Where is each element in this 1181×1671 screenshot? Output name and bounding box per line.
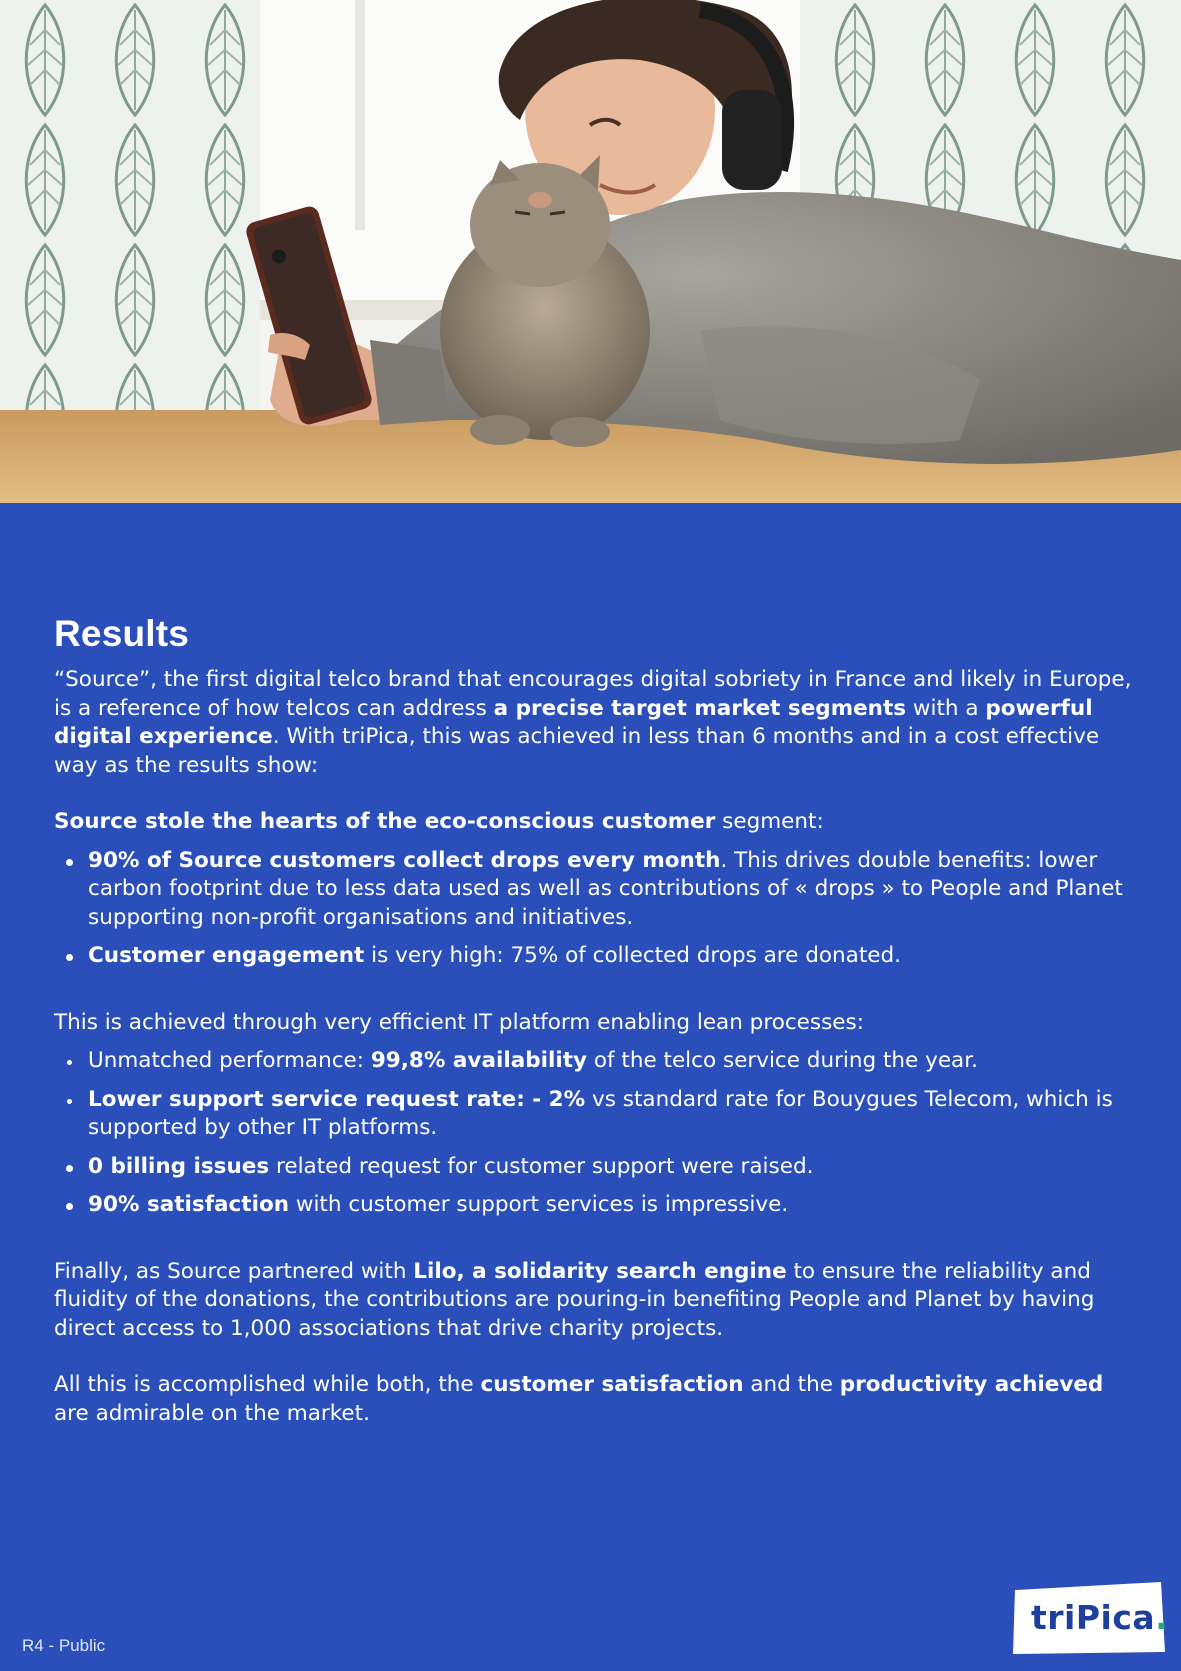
closing-bold-1: customer satisfaction <box>480 1372 744 1397</box>
photo-woman-cat-phone-icon <box>0 0 1181 503</box>
list-item-bold: 99,8% availability <box>370 1048 587 1073</box>
closing-paragraph <box>54 1371 1134 1428</box>
intro-text-1: “Source”, the first digital telco brand that encourages digital sobriety in France and likely in Europe, is a reference of how telcos can address <box>54 667 1132 721</box>
list-item-text: is very high: 75% of collected drops are donated. <box>364 943 901 968</box>
hearts-list <box>54 847 1134 971</box>
intro-bold-2: powerful digital experience <box>54 695 1093 749</box>
page-title: Results <box>54 613 190 654</box>
closing-text-2: and the <box>743 1372 840 1397</box>
closing-bold-2: productivity achieved <box>839 1372 1104 1397</box>
tripica-logo <box>1011 1580 1167 1656</box>
list-item-bold: Customer engagement <box>88 943 365 968</box>
closing-text-1: All this is accomplished while both, the <box>54 1372 481 1397</box>
list-item-bold: Lower support service request rate: - 2% <box>88 1086 586 1112</box>
platform-list <box>54 1047 1134 1220</box>
lilo-text-2: to ensure the reliability and fluidity of the donations, the contributions are pouring-in benefiting People and Planet by having direct access to 1,000 associations that drive charity projects. <box>54 1258 1095 1341</box>
hearts-text: segment: <box>715 809 824 834</box>
lilo-paragraph <box>54 1258 1134 1344</box>
list-item <box>54 1047 1134 1076</box>
list-item <box>54 1191 1134 1220</box>
list-item <box>54 847 1134 933</box>
logo-wordmark <box>1031 1598 1168 1637</box>
list-item-text: Unmatched performance: <box>88 1048 371 1073</box>
results-section <box>54 612 1134 1428</box>
hero-photo <box>0 0 1181 503</box>
list-item-text: . This drives double benefits: lower carbon footprint due to less data used as well as contributions of « drops » to People and Planet supporting non-profit organisations and initiatives. <box>88 847 1123 930</box>
platform-intro: This is achieved through very efficient IT platform enabling lean processes: <box>54 1009 864 1035</box>
hearts-heading <box>54 808 1134 837</box>
intro-text-2: with a <box>906 695 986 721</box>
list-item-text: related request for customer support were raised. <box>269 1153 814 1179</box>
lilo-text-1: Finally, as Source partnered with <box>54 1258 414 1284</box>
list-item <box>54 942 1134 971</box>
list-item-text: of the telco service during the year. <box>587 1048 978 1073</box>
intro-paragraph <box>54 666 1134 780</box>
list-item-bold: 90% of Source customers collect drops every month <box>88 847 721 873</box>
list-item-text: with customer support services is impressive. <box>289 1192 789 1217</box>
intro-bold-1: a precise target market segments <box>493 695 907 721</box>
list-item <box>54 1086 1134 1143</box>
list-item-bold: 0 billing issues <box>88 1153 270 1179</box>
bullet-icon <box>67 1060 72 1065</box>
lilo-bold: Lilo, a solidarity search engine <box>413 1258 787 1284</box>
bullet-icon <box>66 954 73 961</box>
bullet-icon <box>66 1203 73 1210</box>
list-item <box>54 1153 1134 1182</box>
bullet-icon <box>66 859 73 866</box>
logo-dot: . <box>1155 1598 1169 1637</box>
bullet-icon <box>66 1165 73 1172</box>
classification-label: R4 - Public <box>22 1636 106 1655</box>
closing-text-3: are admirable on the market. <box>54 1400 370 1426</box>
list-item-bold: 90% satisfaction <box>88 1192 290 1217</box>
list-item-text: vs standard rate for Bouygues Telecom, which is supported by other IT platforms. <box>88 1086 1113 1140</box>
logo-text: triPica <box>1031 1598 1156 1637</box>
bullet-icon <box>67 1099 72 1104</box>
hearts-bold: Source stole the hearts of the eco-conscious customer <box>54 809 716 834</box>
intro-text-3: . With triPica, this was achieved in less than 6 months and in a cost effective way as the results show: <box>54 724 1100 778</box>
